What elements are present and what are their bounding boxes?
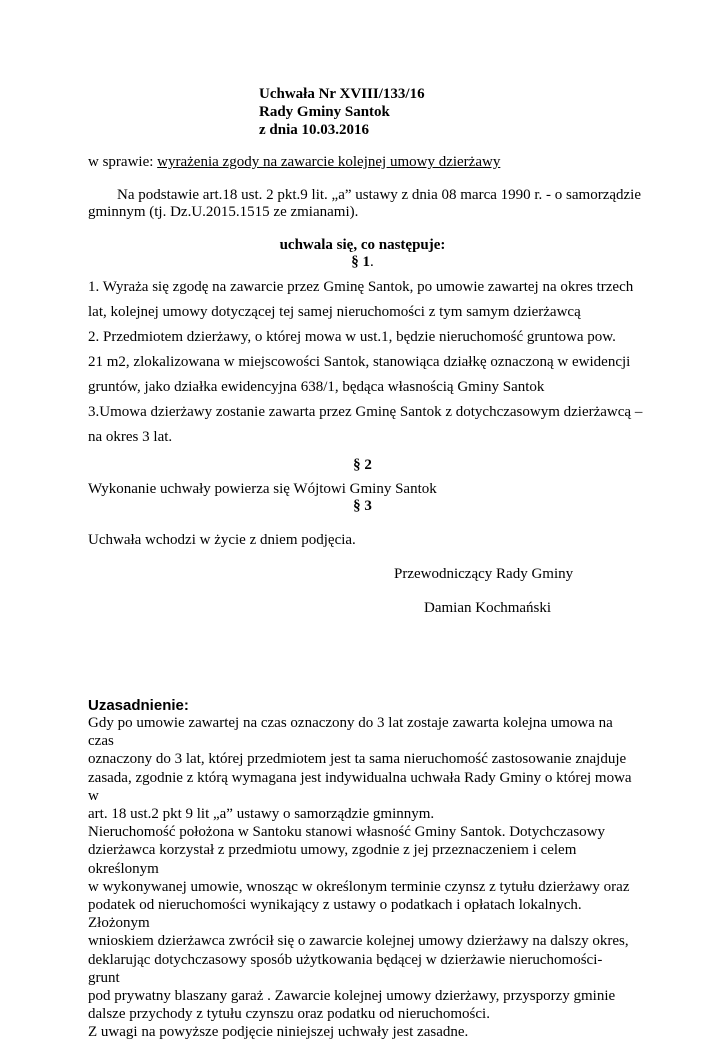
section-2-title: § 2 xyxy=(353,457,372,473)
justification-line: w wykonywanej umowie, wnosząc w określonym terminie czynsz z tytułu dzierżawy oraz xyxy=(88,878,630,895)
legal-basis-line-2: gminnym (tj. Dz.U.2015.1515 ze zmianami). xyxy=(88,204,359,220)
s1-point-1-line-1: 1. Wyraża się zgodę na zawarcie przez Gminę Santok, po umowie zawartej na okres trzech xyxy=(88,279,634,295)
justification-line: zasada, zgodnie z którą wymagana jest indywidualna uchwała Rady Gminy o której mowa w xyxy=(88,769,632,804)
justification-line: art. 18 ust.2 pkt 9 lit „a” ustawy o samorządzie gminnym. xyxy=(88,806,435,823)
section-3-title: § 3 xyxy=(353,498,372,514)
s1-point-2-line-2: 21 m2, zlokalizowana w miejscowości Santok, stanowiąca działkę oznaczoną w ewidencji xyxy=(88,354,631,370)
s1-point-1-line-2: lat, kolejnej umowy dotyczącej tej samej nieruchomości z tym samym dzierżawcą xyxy=(88,304,581,320)
section-1-heading xyxy=(0,254,725,271)
council-name: Rady Gminy Santok xyxy=(259,104,390,120)
justification-line: podatek od nieruchomości wynikający z ustawy o podatkach i opłatach lokalnych. Złożonym xyxy=(88,897,582,932)
legal-basis-line-1: Na podstawie art.18 ust. 2 pkt.9 lit. „a” ustawy z dnia 08 marca 1990 r. - o samorządzie xyxy=(117,187,642,203)
section-3-text: Uchwała wchodzi w życie z dniem podjęcia. xyxy=(88,532,356,548)
subject-text: wyrażenia zgody na zawarcie kolejnej umowy dzierżawy xyxy=(157,154,501,170)
signature-name: Damian Kochmański xyxy=(424,600,552,616)
section-2-text: Wykonanie uchwały powierza się Wójtowi Gminy Santok xyxy=(88,481,437,497)
justification-line: Z uwagi na powyższe podjęcie niniejszej uchwały jest zasadne. xyxy=(88,1024,469,1041)
resolution-number: Uchwała Nr XVIII/133/16 xyxy=(259,86,425,102)
resolves-heading: uchwala się, co następuje: xyxy=(279,237,446,253)
justification-line: dalsze przychody z tytułu czynszu oraz podatku od nieruchomości. xyxy=(88,1006,490,1023)
justification-line: oznaczony do 3 lat, której przedmiotem jest ta sama nieruchomość zastosowanie znajduje xyxy=(88,751,627,768)
section-1-title: § 1 xyxy=(351,254,370,270)
justification-line: Gdy po umowie zawartej na czas oznaczony do 3 lat zostaje zawarta kolejna umowa na czas xyxy=(88,715,613,750)
justification-line: dzierżawca korzystał z przedmiotu umowy, zgodnie z jej przeznaczeniem i celem określonym xyxy=(88,842,577,877)
subject-line xyxy=(88,154,500,171)
justification-body xyxy=(88,714,636,1042)
justification-line: wnioskiem dzierżawca zwrócił się o zawarcie kolejnej umowy dzierżawy na dalszy okres, xyxy=(88,933,629,950)
s1-point-2-line-1: 2. Przedmiotem dzierżawy, o której mowa w ust.1, będzie nieruchomość gruntowa pow. xyxy=(88,329,616,345)
justification-line: pod prywatny blaszany garaż . Zawarcie kolejnej umowy dzierżawy, przysporzy gminie xyxy=(88,988,616,1005)
s1-point-3-line-1: 3.Umowa dzierżawy zostanie zawarta przez Gminę Santok z dotychczasowym dzierżawcą – xyxy=(88,404,643,420)
section-1-dot: . xyxy=(370,254,374,270)
subject-prefix: w sprawie: xyxy=(88,154,158,170)
signature-role: Przewodniczący Rady Gminy xyxy=(394,566,574,582)
resolution-date: z dnia 10.03.2016 xyxy=(259,122,370,138)
justification-line: Nieruchomość położona w Santoku stanowi własność Gminy Santok. Dotychczasowy xyxy=(88,824,605,841)
justification-line: deklarując dotychczasowy sposób użytkowania będącej w dzierżawie nieruchomości- grunt xyxy=(88,951,603,986)
justification-title: Uzasadnienie: xyxy=(88,697,189,714)
s1-point-3-line-2: na okres 3 lat. xyxy=(88,429,173,445)
s1-point-2-line-3: gruntów, jako działka ewidencyjna 638/1, będąca własnością Gminy Santok xyxy=(88,379,545,395)
